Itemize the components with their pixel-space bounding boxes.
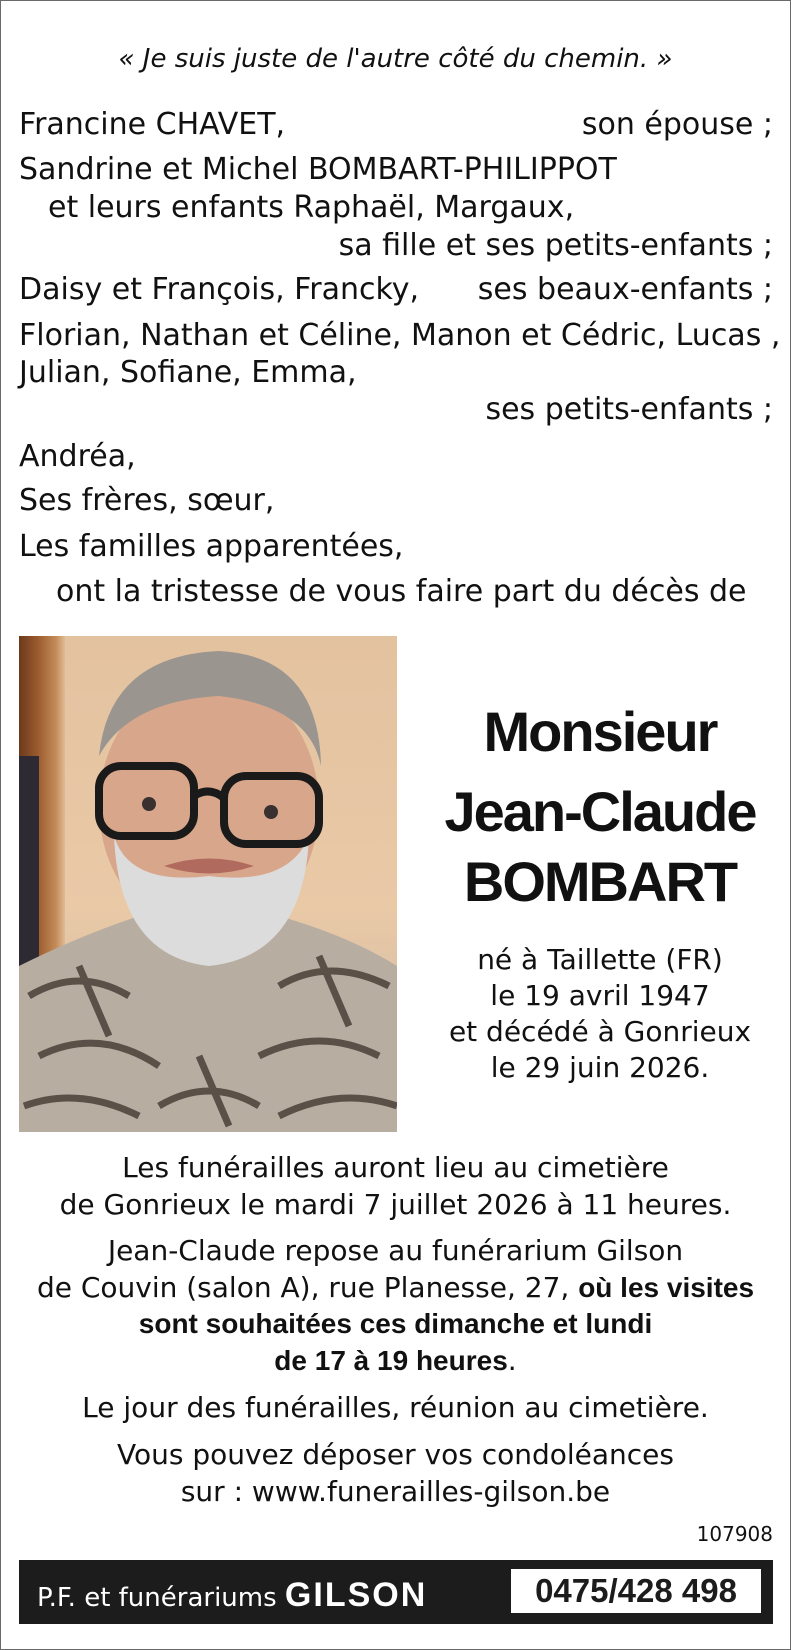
condolences-line-2: sur : www.funerailles-gilson.be <box>180 1475 611 1508</box>
deceased-title: Monsieur <box>483 700 717 763</box>
family-relation-daughter: sa fille et ses petits-enfants ; <box>338 228 773 263</box>
footer-brand: GILSON <box>284 1576 428 1614</box>
family-line-grandchildren-3: Julian, Sofiane, Emma, <box>19 355 357 390</box>
family-line-stepchildren: Daisy et François, Francky, <box>19 272 420 307</box>
epitaph-quote: « Je suis juste de l'autre côté du chemin. » <box>118 44 673 74</box>
portrait-photo <box>19 636 397 1132</box>
family-line-andrea: Andréa, <box>19 439 136 474</box>
funeral-line-3: Jean-Claude repose au funérarium Gilson <box>107 1234 684 1267</box>
family-relation-spouse: son épouse ; <box>581 107 773 142</box>
reference-number: 107908 <box>696 1522 773 1546</box>
visits-text-2: sont souhaitées ces dimanche et lundi <box>138 1308 653 1339</box>
deceased-first-name: Jean-Claude <box>444 780 756 843</box>
visits-period: . <box>507 1344 517 1377</box>
footer-bar <box>19 1560 773 1624</box>
visits-hours: de 17 à 19 heures <box>274 1345 508 1376</box>
family-relation-grandchildren: ses petits-enfants ; <box>485 392 773 427</box>
death-place: et décédé à Gonrieux <box>448 1015 752 1048</box>
family-relation-stepchildren: ses beaux-enfants ; <box>477 272 773 307</box>
funeral-address: de Couvin (salon A), rue Planesse, 27, <box>36 1271 579 1304</box>
funeral-line-4 <box>0 1270 791 1306</box>
announcement-line: ont la tristesse de vous faire part du décès de <box>56 574 747 609</box>
funeral-line-6 <box>0 1343 791 1379</box>
phone-number: 0475/428 498 <box>511 1569 761 1613</box>
portrait-illustration <box>19 636 397 1132</box>
birth-place: né à Taillette (FR) <box>477 943 723 976</box>
family-line-siblings: Ses frères, sœur, <box>19 483 275 518</box>
deceased-last-name: BOMBART <box>463 850 737 913</box>
visits-text-1: où les visites <box>578 1272 755 1303</box>
footer-label: P.F. et funérariums <box>37 1583 285 1613</box>
funeral-line-1: Les funérailles auront lieu au cimetière <box>122 1151 669 1184</box>
family-line-grandchildren-1: et leurs enfants Raphaël, Margaux, <box>48 190 575 225</box>
condolences-line-1: Vous pouvez déposer vos condoléances <box>116 1438 674 1471</box>
family-line-daughter: Sandrine et Michel BOMBART-PHILIPPOT <box>19 152 617 187</box>
funeral-line-2: de Gonrieux le mardi 7 juillet 2026 à 11 heures. <box>59 1188 732 1221</box>
funeral-line-7: Le jour des funérailles, réunion au cimetière. <box>82 1391 709 1424</box>
birth-date: le 19 avril 1947 <box>490 979 710 1012</box>
death-date: le 29 juin 2026. <box>490 1051 710 1084</box>
family-line-spouse: Francine CHAVET, <box>19 107 286 142</box>
footer-company <box>37 1576 427 1615</box>
family-line-families: Les familles apparentées, <box>19 529 404 564</box>
family-line-grandchildren-2: Florian, Nathan et Céline, Manon et Cédric, Lucas , <box>19 318 781 353</box>
